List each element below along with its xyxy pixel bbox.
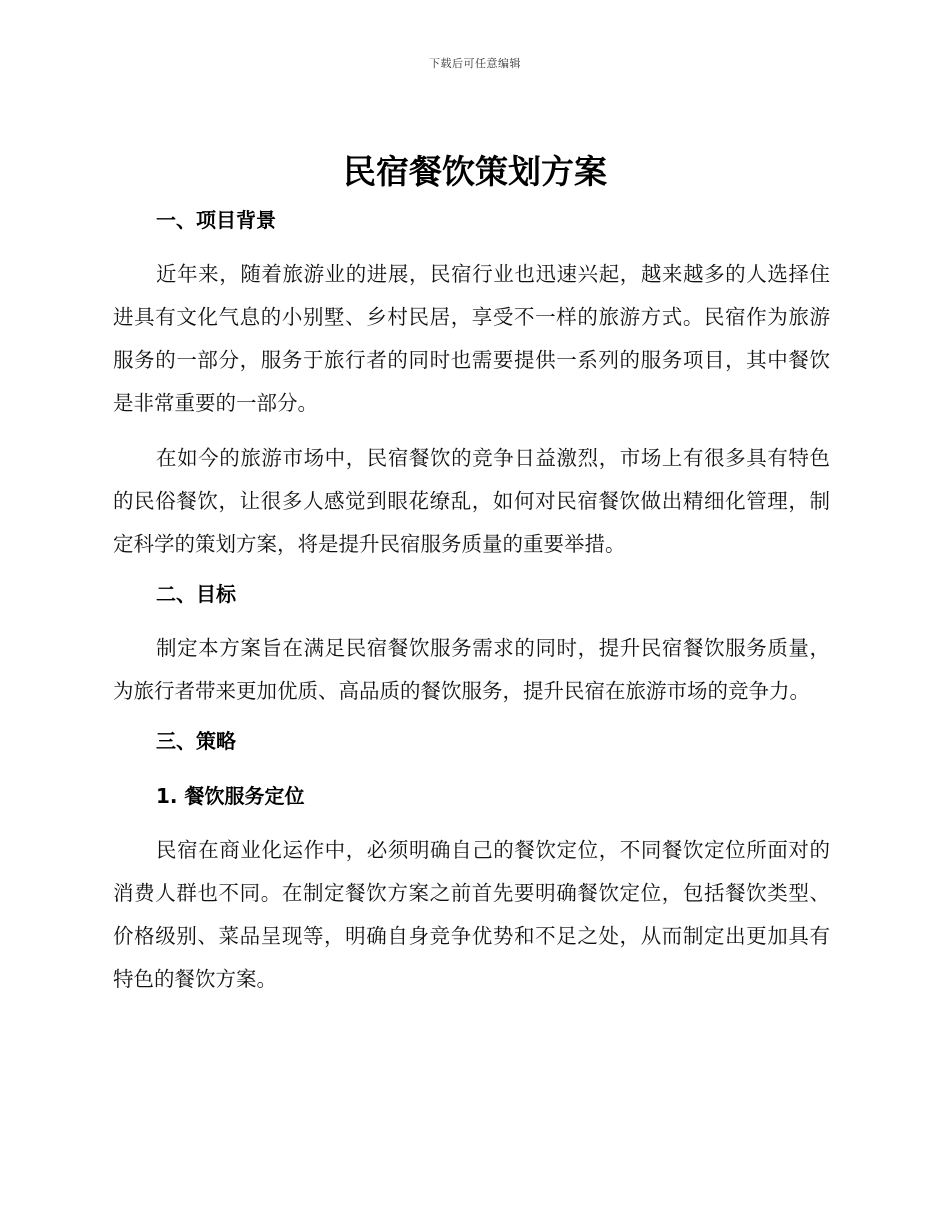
document-title: 民宿餐饮策划方案 [343, 152, 607, 191]
section-heading-background: 一、项目背景 [156, 208, 276, 232]
header-note: 下载后可任意编辑 [429, 57, 521, 70]
section-heading-strategy: 三、策略 [156, 729, 236, 753]
document-body [113, 200, 830, 1001]
paragraph-goal-1: 制定本方案旨在满足民宿餐饮服务需求的同时，提升民宿餐饮服务质量，为旅行者带来更加优质、高品质的餐饮服务，提升民宿在旅游市场的竞争力。 [113, 636, 830, 703]
paragraph-strategy-1: 民宿在商业化运作中，必须明确自己的餐饮定位，不同餐饮定位所面对的消费人群也不同。在制定餐饮方案之前首先要明确餐饮定位，包括餐饮类型、价格级别、菜品呈现等，明确自身竞争优势和不足之处，从而制定出更加具有特色的餐饮方案。 [113, 838, 830, 991]
paragraph-background-1: 近年来，随着旅游业的进展，民宿行业也迅速兴起，越来越多的人选择住进具有文化气息的小别墅、乡村民居，享受不一样的旅游方式。民宿作为旅游服务的一部分，服务于旅行者的同时也需要提供一系列的服务项目，其中餐饮是非常重要的一部分。 [113, 262, 830, 415]
subheading-dining-positioning: 1. 餐饮服务定位 [156, 784, 305, 808]
paragraph-background-2: 在如今的旅游市场中，民宿餐饮的竞争日益激烈，市场上有很多具有特色的民俗餐饮，让很多人感觉到眼花缭乱，如何对民宿餐饮做出精细化管理，制定科学的策划方案，将是提升民宿服务质量的重要举措。 [113, 446, 830, 556]
section-heading-goal: 二、目标 [156, 582, 236, 606]
